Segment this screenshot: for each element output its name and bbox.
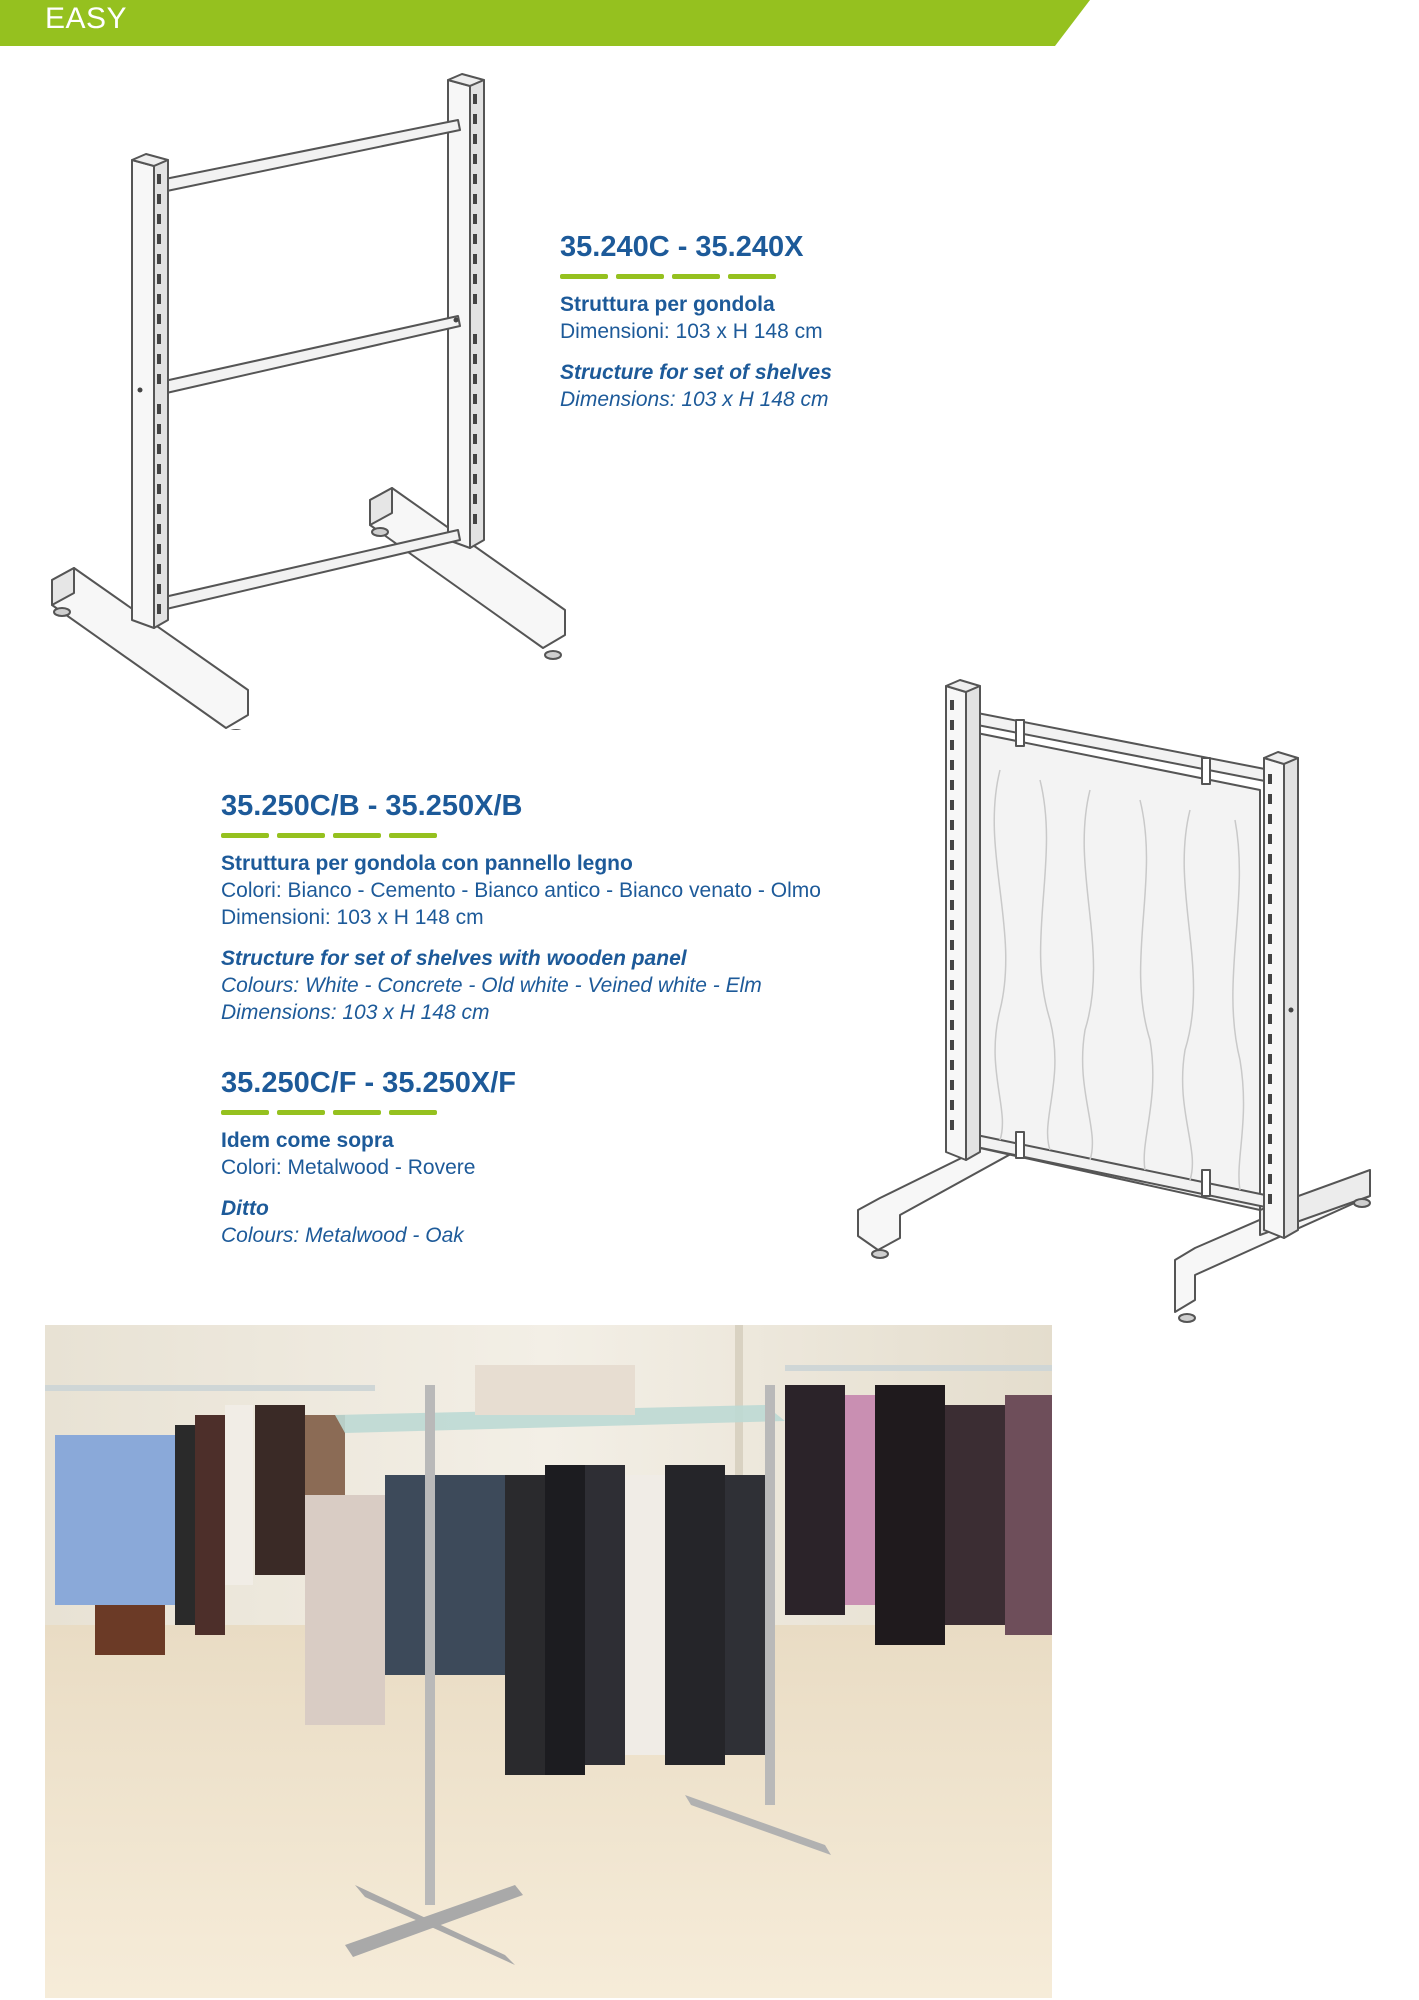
italian-title: Struttura per gondola con pannello legno bbox=[221, 852, 633, 875]
gondola-panel-illustration bbox=[850, 670, 1390, 1330]
english-dimensions: Dimensions: 103 x H 148 cm bbox=[560, 388, 829, 411]
italian-colors: Colori: Bianco - Cemento - Bianco antico - Bianco venato - Olmo bbox=[221, 879, 821, 902]
series-label: EASY bbox=[45, 2, 128, 35]
english-dimensions: Dimensions: 103 x H 148 cm bbox=[221, 1001, 490, 1024]
green-dash-divider bbox=[221, 1110, 516, 1115]
product-35-250-f bbox=[221, 1066, 516, 1249]
series-banner bbox=[0, 0, 1090, 46]
italian-title: Struttura per gondola bbox=[560, 293, 775, 316]
gondola-structure-illustration bbox=[40, 70, 580, 730]
product-35-240 bbox=[560, 230, 832, 413]
store-photo bbox=[45, 1325, 1052, 1998]
english-colors: Colours: White - Concrete - Old white - Veined white - Elm bbox=[221, 974, 762, 997]
italian-title: Idem come sopra bbox=[221, 1129, 394, 1152]
english-colors: Colours: Metalwood - Oak bbox=[221, 1224, 464, 1247]
product-code: 35.240C - 35.240X bbox=[560, 231, 804, 263]
green-dash-divider bbox=[221, 833, 821, 838]
italian-dimensions: Dimensioni: 103 x H 148 cm bbox=[560, 320, 823, 343]
english-title: Structure for set of shelves with wooden panel bbox=[221, 947, 687, 970]
english-title: Ditto bbox=[221, 1197, 269, 1220]
english-title: Structure for set of shelves bbox=[560, 361, 832, 384]
italian-colors: Colori: Metalwood - Rovere bbox=[221, 1156, 476, 1179]
product-code: 35.250C/B - 35.250X/B bbox=[221, 790, 523, 822]
italian-dimensions: Dimensioni: 103 x H 148 cm bbox=[221, 906, 484, 929]
product-code: 35.250C/F - 35.250X/F bbox=[221, 1067, 516, 1099]
green-dash-divider bbox=[560, 274, 832, 279]
product-35-250-b bbox=[221, 789, 821, 1026]
